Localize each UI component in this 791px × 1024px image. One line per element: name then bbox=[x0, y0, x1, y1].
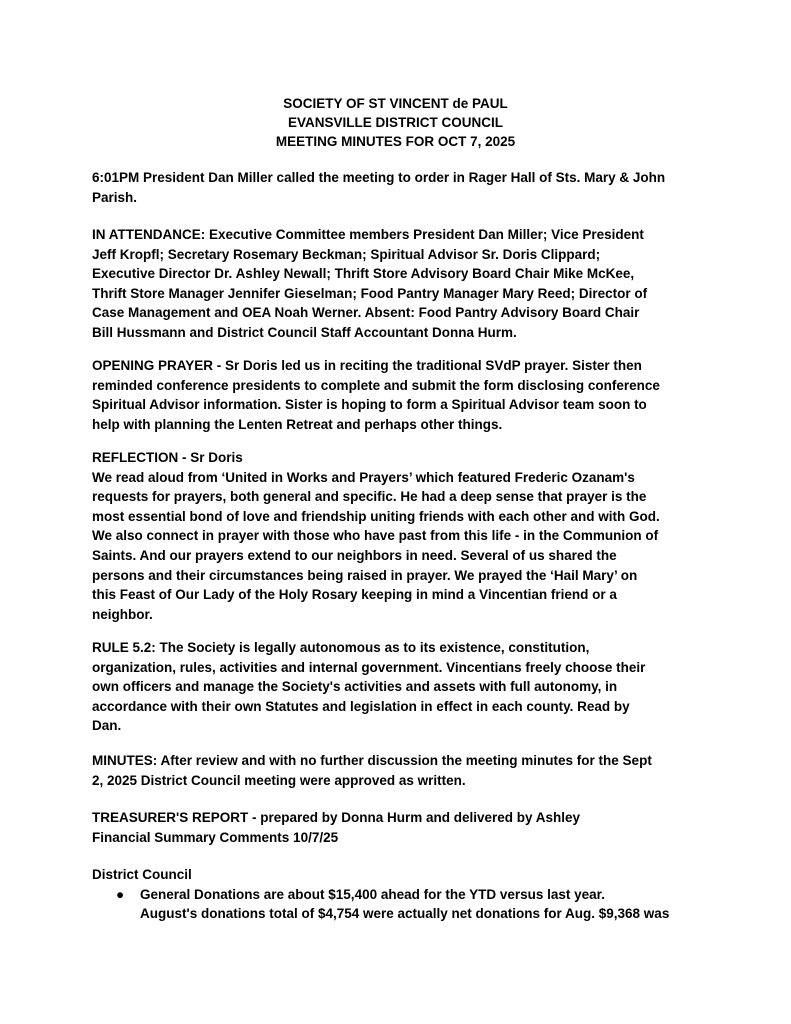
paragraph-line: Thrift Store Manager Jennifer Gieselman; Food Pantry Manager Mary Reed; Director of bbox=[92, 285, 648, 301]
paragraph-line: organization, rules, activities and internal government. Vincentians freely choose their bbox=[92, 659, 646, 675]
treasurer-report-paragraph bbox=[92, 808, 712, 847]
paragraph-line: We also connect in prayer with those who have past from this life - in the Communion of bbox=[92, 528, 659, 544]
section-heading: REFLECTION - Sr Doris bbox=[92, 450, 243, 465]
paragraph-line: RULE 5.2: The Society is legally autonomous as to its existence, constitution, bbox=[92, 640, 590, 655]
paragraph-line: requests for prayers, both general and specific. He had a deep sense that prayer is the bbox=[92, 489, 647, 505]
paragraph-line: 2, 2025 District Council meeting were approved as written. bbox=[92, 772, 466, 788]
section-heading: TREASURER'S REPORT - prepared by Donna Hurm and delivered by Ashley bbox=[92, 810, 581, 825]
bullet-icon: ● bbox=[116, 886, 125, 902]
paragraph-line: accordance with their own Statutes and legislation in effect in each county. Read by bbox=[92, 698, 630, 714]
org-name: SOCIETY OF ST VINCENT de PAUL bbox=[283, 96, 508, 111]
minutes-paragraph bbox=[92, 751, 712, 790]
paragraph-line: persons and their circumstances being raised in prayer. We prayed the ‘Hail Mary’ on bbox=[92, 567, 638, 583]
paragraph-line: Dan. bbox=[92, 718, 122, 734]
paragraph-line: help with planning the Lenten Retreat and perhaps other things. bbox=[92, 416, 503, 432]
district-council-section bbox=[92, 865, 712, 924]
council-name: EVANSVILLE DISTRICT COUNCIL bbox=[287, 115, 503, 130]
paragraph-line: IN ATTENDANCE: Executive Committee members President Dan Miller; Vice President bbox=[92, 227, 644, 242]
list-item bbox=[92, 885, 712, 924]
paragraph-line: MINUTES: After review and with no further discussion the meeting minutes for the Sept bbox=[92, 753, 652, 768]
call-to-order-paragraph bbox=[92, 168, 712, 207]
list-item-line: August's donations total of $4,754 were actually net donations for Aug. $9,368 was bbox=[140, 906, 670, 922]
paragraph-line: Saints. And our prayers extend to our neighbors in need. Several of us shared the bbox=[92, 547, 617, 563]
paragraph-line: Parish. bbox=[92, 189, 138, 205]
paragraph-line: Executive Director Dr. Ashley Newall; Thrift Store Advisory Board Chair Mike McKee, bbox=[92, 266, 635, 282]
paragraph-line: Bill Hussmann and District Council Staff Accountant Donna Hurm. bbox=[92, 324, 517, 340]
paragraph-line: We read aloud from ‘United in Works and Prayers’ which featured Frederic Ozanam's bbox=[92, 469, 635, 485]
paragraph-line: Spiritual Advisor information. Sister is hoping to form a Spiritual Advisor team soon to bbox=[92, 397, 647, 413]
paragraph-line: neighbor. bbox=[92, 606, 153, 622]
document-header bbox=[0, 94, 791, 151]
section-heading: District Council bbox=[92, 867, 192, 882]
paragraph-line: Financial Summary Comments 10/7/25 bbox=[92, 829, 339, 845]
document-title: MEETING MINUTES FOR OCT 7, 2025 bbox=[275, 134, 516, 149]
paragraph-line: this Feast of Our Lady of the Holy Rosary keeping in mind a Vincentian friend or a bbox=[92, 587, 617, 603]
attendance-paragraph bbox=[92, 225, 712, 343]
reflection-section bbox=[92, 448, 712, 624]
paragraph-line: 6:01PM President Dan Miller called the meeting to order in Rager Hall of Sts. Mary & John bbox=[92, 170, 666, 185]
opening-prayer-paragraph bbox=[92, 356, 712, 434]
paragraph-line: Case Management and OEA Noah Werner. Absent: Food Pantry Advisory Board Chair bbox=[92, 305, 640, 321]
paragraph-line: reminded conference presidents to complete and submit the form disclosing conference bbox=[92, 377, 660, 393]
rule-paragraph bbox=[92, 638, 712, 736]
paragraph-line: most essential bond of love and friendship uniting friends with each other and with God. bbox=[92, 508, 660, 524]
list-item-line: General Donations are about $15,400 ahead for the YTD versus last year. bbox=[140, 886, 605, 902]
paragraph-line: Jeff Kropfl; Secretary Rosemary Beckman; Spiritual Advisor Sr. Doris Clippard; bbox=[92, 246, 601, 262]
paragraph-line: own officers and manage the Society's activities and assets with full autonomy, in bbox=[92, 679, 618, 695]
paragraph-line: OPENING PRAYER - Sr Doris led us in reciting the traditional SVdP prayer. Sister then bbox=[92, 358, 642, 373]
